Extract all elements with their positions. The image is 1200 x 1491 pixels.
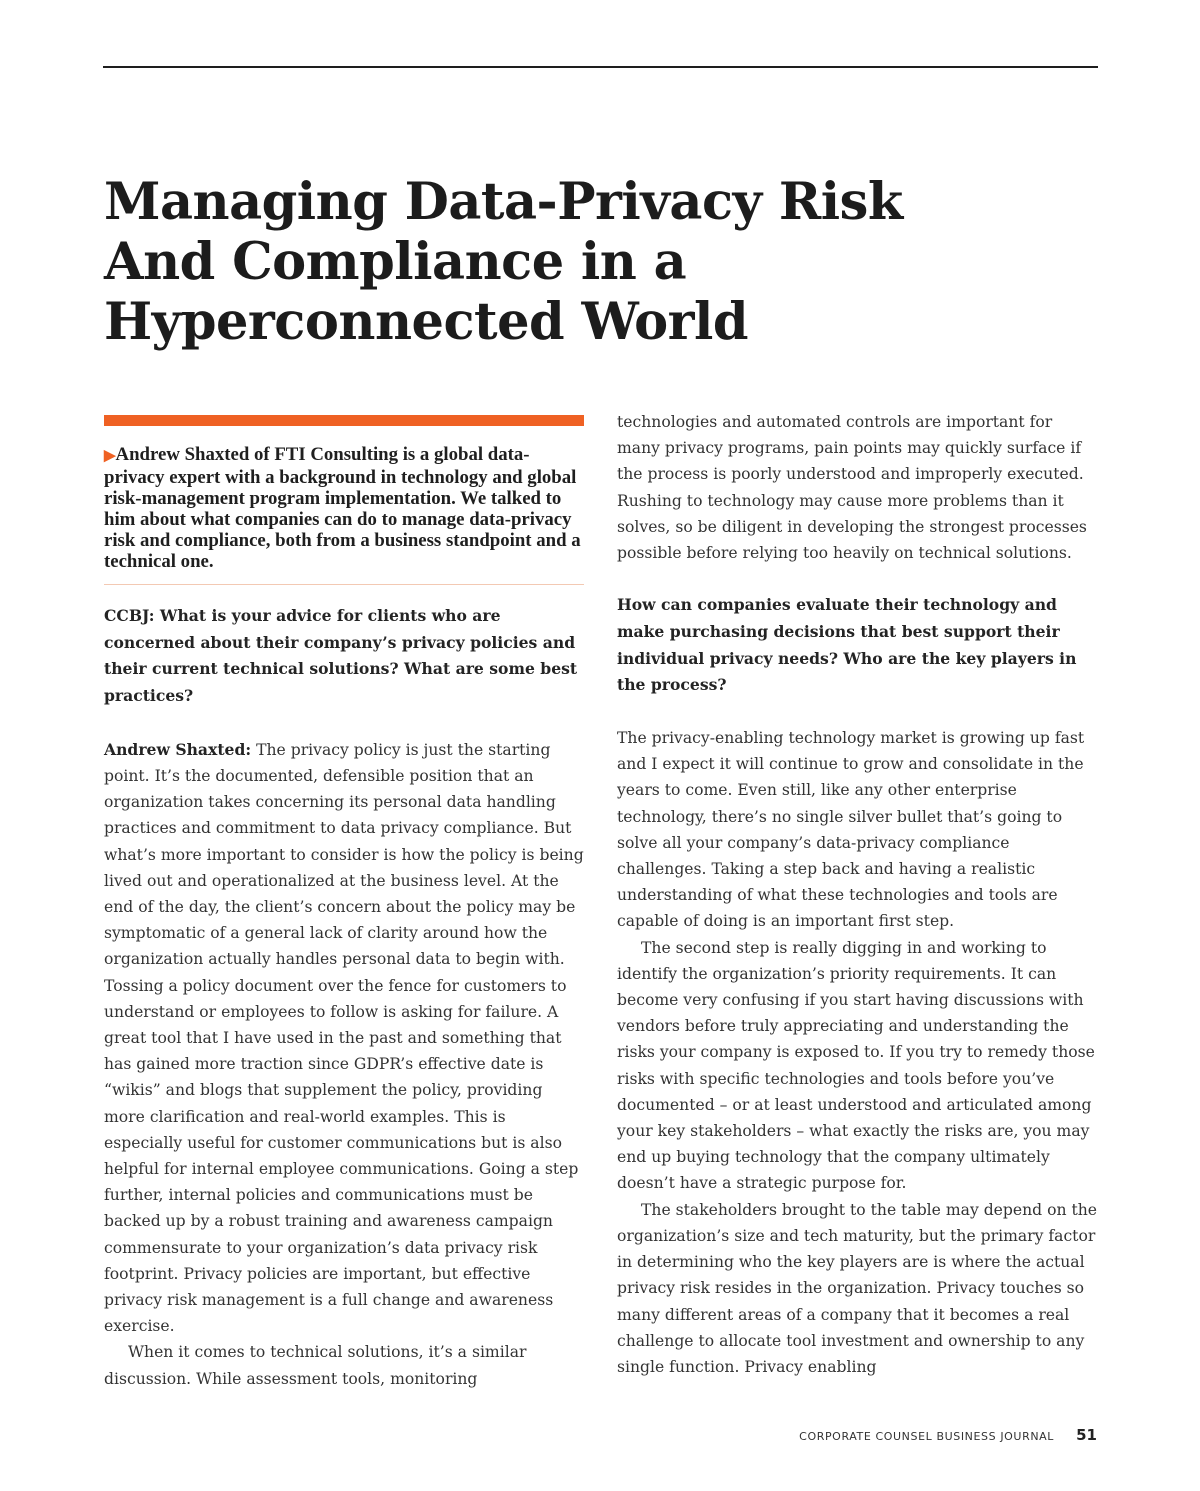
- top-rule: [103, 66, 1098, 68]
- intro-divider: [104, 584, 584, 585]
- intro-text: Andrew Shaxted of FTI Consulting is a global data-privacy expert with a background in technology and global risk-management program implementation. We talked to him about what companies can do to manage data-privacy risk and compliance, both from a business standpoint and a technical one.: [104, 444, 581, 572]
- answer-1-paragraph-2: When it comes to technical solutions, it’s a similar discussion. While assessment tools, monitoring: [104, 1343, 527, 1388]
- answer-2-paragraph-1: The privacy-enabling technology market is growing up fast and I expect it will continue to grow and consolidate in the years to come. Even still, like any other enterprise technology, there’s no single silver bullet that’s going to solve all your company’s data-privacy compliance challenges. Taking a step back and having a realistic understanding of what these technologies and tools are capable of doing is an important first step.: [617, 729, 1085, 931]
- question-1: CCBJ: What is your advice for clients who are concerned about their company’s privacy policies and their current technical solutions? What are some best practices?: [104, 606, 578, 706]
- left-column: [104, 415, 585, 1392]
- right-column: [617, 409, 1099, 1380]
- play-arrow-icon: ▶: [104, 448, 116, 464]
- accent-bar: [104, 415, 584, 426]
- publication-name: CORPORATE COUNSEL BUSINESS JOURNAL: [799, 1430, 1054, 1443]
- answer-1-text: The privacy policy is just the starting point. It’s the documented, defensible position that an organization takes concerning its personal data handling practices and commitment to data privacy compliance. But what’s more important to consider is how the policy is being lived out and operationalized at the business level. At the end of the day, the client’s concern about the policy may be symptomatic of a general lack of clarity around how the organization actually handles personal data to begin with. Tossing a policy document over the fence for customers to understand or employees to follow is asking for failure. A great tool that I have used in the past and something that has gained more traction since GDPR’s effective date is “wikis” and blogs that supplement the policy, providing more clarification and real-world examples. This is especially useful for customer communications but is also helpful for internal employee communications. Going a step further, internal policies and communications must be backed up by a robust training and awareness campaign commensurate to your organization’s data privacy risk footprint. Privacy policies are important, but effective privacy risk management is a full change and awareness exercise.: [104, 740, 584, 1336]
- article-title: Managing Data-Privacy Risk And Compliance in a Hyperconnected World: [104, 172, 903, 352]
- intro-deck: [104, 444, 585, 572]
- answer-2-paragraph-2: The second step is really digging in and working to identify the organization’s priority requirements. It can become very confusing if you start having discussions with vendors before truly appreciating and understanding the risks your company is exposed to. If you try to remedy those risks with specific technologies and tools before you’ve documented – or at least understood and articulated among your key stakeholders – what exactly the risks are, you may end up buying technology that the company ultimately doesn’t have a strategic purpose for.: [617, 938, 1095, 1193]
- question-2: How can companies evaluate their technology and make purchasing decisions that best support their individual privacy needs? Who are the key players in the process?: [617, 595, 1077, 695]
- page-number: 51: [1076, 1426, 1097, 1444]
- speaker-name: Andrew Shaxted:: [104, 739, 252, 759]
- answer-1-paragraph-2-continued: technologies and automated controls are important for many privacy programs, pain points may quickly surface if the process is poorly understood and improperly executed. Rushing to technology may cause more problems than it solves, so be diligent in developing the strongest processes possible before relying too heavily on technical solutions.: [617, 413, 1087, 563]
- answer-2-paragraph-3: The stakeholders brought to the table may depend on the organization’s size and tech maturity, but the primary factor in determining who the key players are is where the actual privacy risk resides in the organization. Privacy touches so many different areas of a company that it becomes a real challenge to allocate tool investment and ownership to any single function. Privacy enabling: [617, 1200, 1098, 1376]
- answer-1-paragraph-1: [104, 737, 585, 1340]
